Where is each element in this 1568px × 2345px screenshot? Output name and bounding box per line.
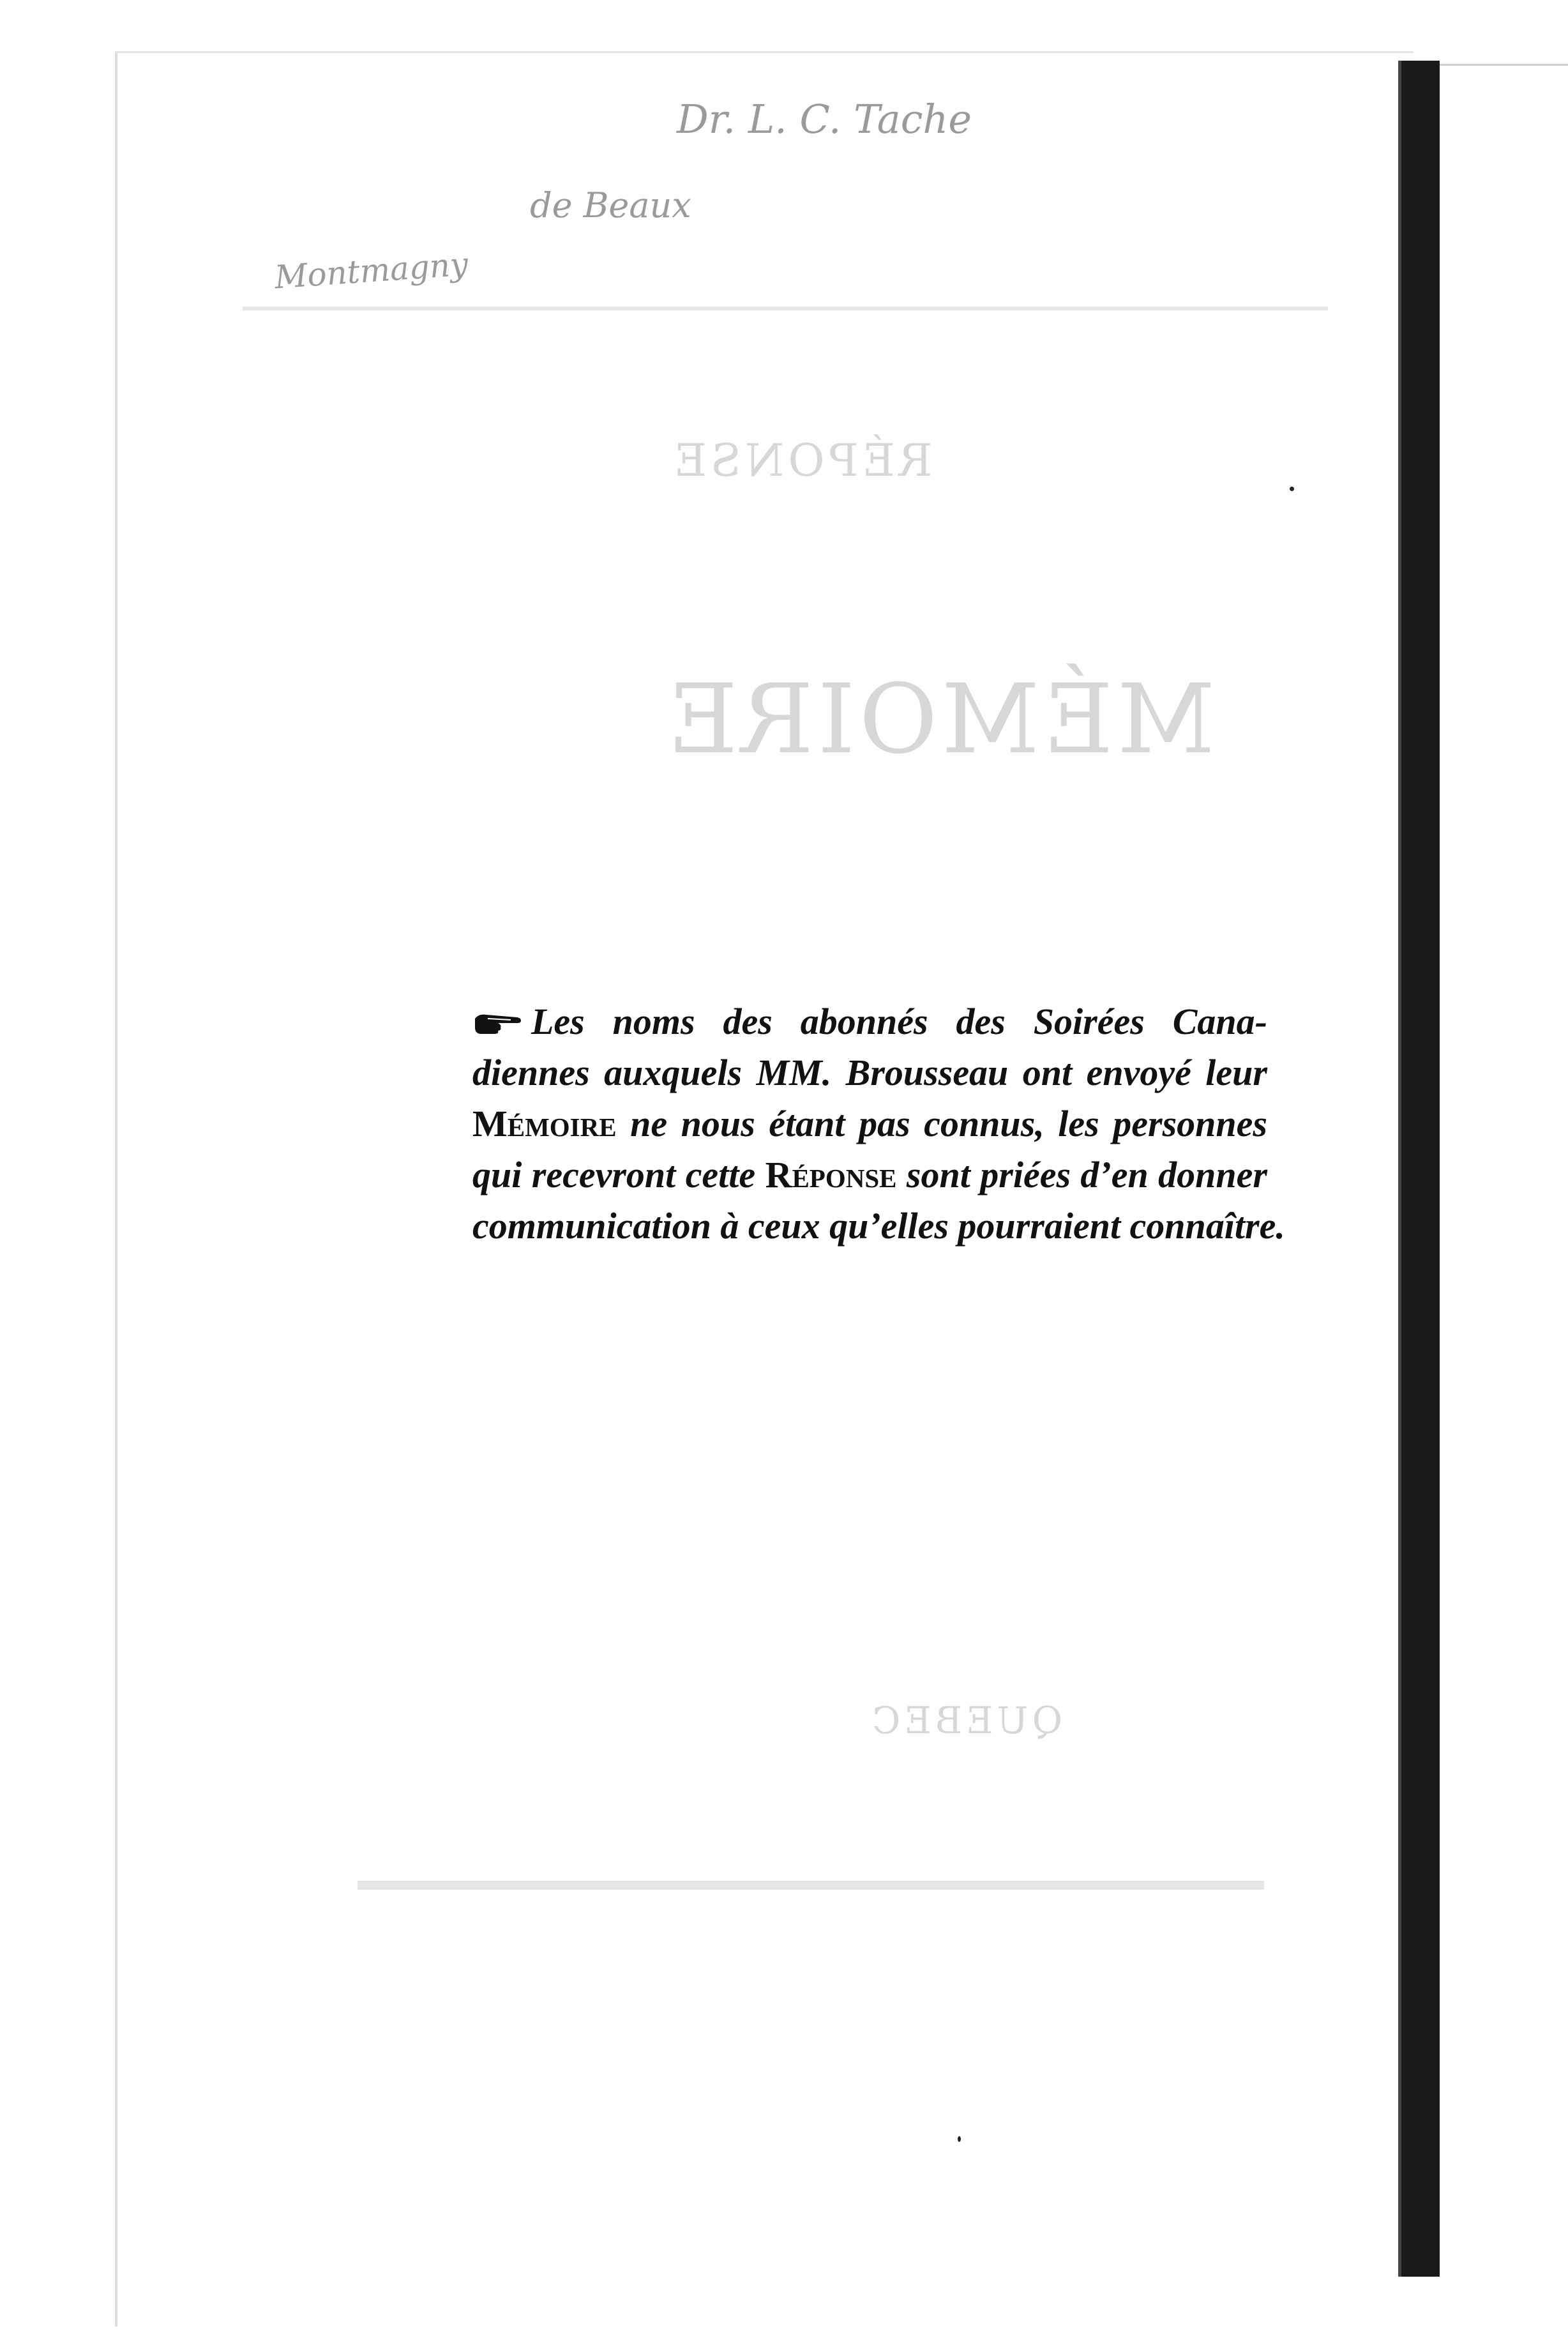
speck: [1290, 487, 1294, 491]
bleed-through-rule-top: [243, 307, 1328, 310]
notice-line-2: diennes auxquels MM. Brousseau ont envoyé leur: [472, 1052, 1267, 1093]
subscriber-notice: [472, 996, 1285, 1252]
notice-line-5: communication à ceux qu’elles pourraient connaître.: [472, 1205, 1285, 1247]
bleed-through-city: QUEBEC: [868, 1699, 1063, 1742]
handwritten-note-2: de Beaux: [530, 185, 691, 225]
handwritten-note-3: Montmagny: [273, 245, 469, 296]
pointing-hand-icon: [472, 1010, 522, 1038]
reponse-smallcaps: Réponse: [765, 1154, 897, 1195]
handwritten-note-1: Dr. L. C. Tache: [677, 96, 972, 142]
bleed-through-title-1: RÉPONSE: [670, 434, 933, 487]
adjacent-page: [1440, 64, 1568, 2282]
notice-line-1: Les noms des abonnés des Soirées Cana-: [472, 996, 1267, 1047]
memoire-smallcaps: Mémoire: [472, 1103, 617, 1144]
speck: [958, 2136, 961, 2142]
bleed-through-title-2: MÉMOIRE: [664, 664, 1216, 775]
notice-line-4: qui recevront cette Réponse sont priées d’en donner: [472, 1154, 1267, 1195]
notice-line-3: Mémoire ne nous étant pas connus, les personnes: [472, 1103, 1267, 1144]
page-fold-shadow: [1401, 61, 1440, 2277]
bleed-through-rule-bottom: [358, 1881, 1264, 1890]
